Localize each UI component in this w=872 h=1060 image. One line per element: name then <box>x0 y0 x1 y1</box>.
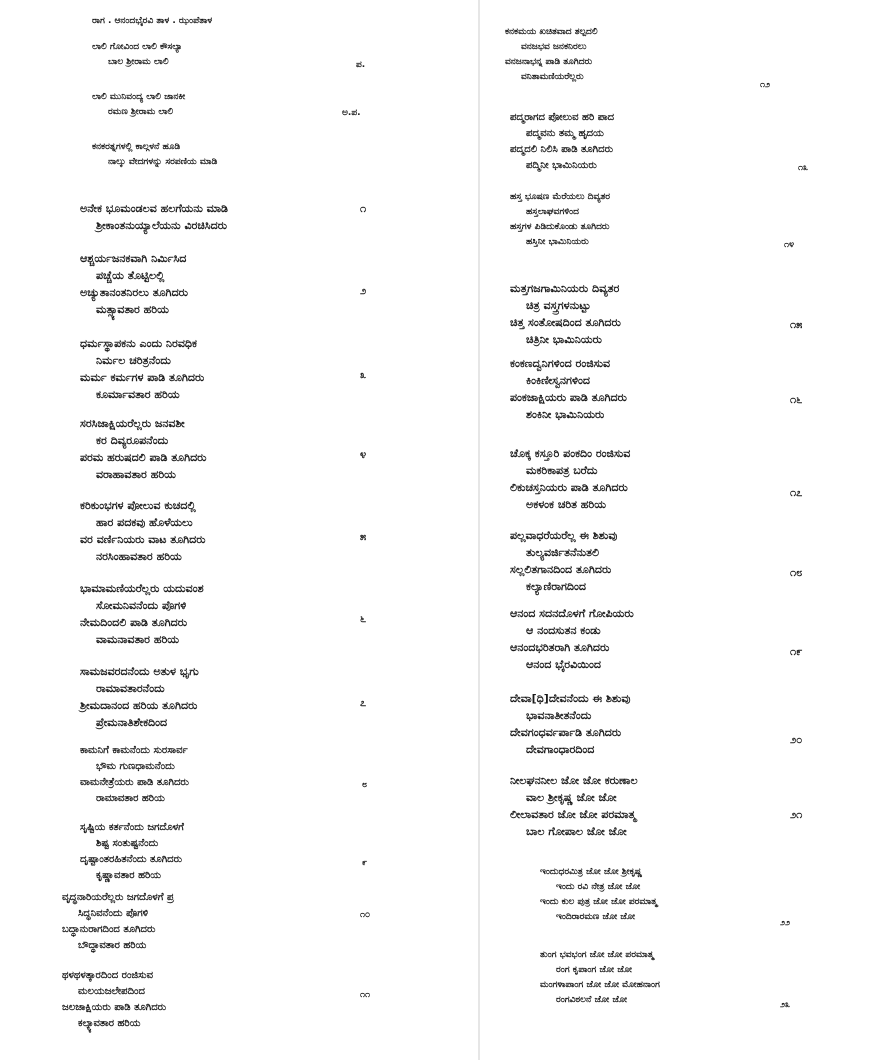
verse-line: ದೇವಗಾಂಧಾರದಿಂದ <box>526 743 595 756</box>
verse-line: ದೇವಾ[ಧಿ]ದೇವನೆಂದು ಈ ಶಿಶುವು <box>510 692 631 705</box>
verse-line: ಪಲ್ಲವಾಧರೆಯರೆಲ್ಲ ಈ ಶಿಶುವು <box>510 529 618 542</box>
stanza-number: ೧೦ <box>360 910 371 920</box>
verse-line: ರಮಣ ಶ್ರೀರಾಮ ಲಾಲಿ <box>108 107 174 117</box>
verse-line: ಬದ್ಧಾನುರಾಗದಿಂದ ತೂಗಿದರು <box>62 924 156 935</box>
verse-line: ಸೋಮನಿವನೆಂದು ಪೊಗಳಿ <box>96 599 187 612</box>
stanza-number: ೧ <box>360 202 367 215</box>
stanza-left-2 <box>92 90 185 120</box>
verse-line: ಪ್ರೇಮನಾತಿಶೇಕದಿಂದ <box>96 716 168 729</box>
verse-line: ಪರಮ ಹರುಷದಲಿ ಪಾಡಿ ತೂಗಿದರು <box>80 451 207 464</box>
verse-line: ಕಲ್ಕ್ಯಾವತಾರ ಹರಿಯ <box>78 1018 141 1029</box>
verse-line: ಸಲ್ಲಲಿತಗಾನದಿಂದ ತೂಗಿದರು <box>510 563 612 576</box>
verse-line: ರಂಗವಿಠಲನೆ ಜೋ ಜೋ <box>556 995 628 1005</box>
verse-line: ಆಶ್ಚರ್ಯಜನಕವಾಗಿ ನಿರ್ಮಿಸಿದ <box>80 252 187 265</box>
verse-line: ವನಜನಾಭನ್ನ ಪಾಡಿ ತೂಗಿದರು <box>505 57 593 67</box>
verse-line: ರಾಮಾವತಾರನೆಂದು <box>96 682 165 695</box>
stanza-number: ೧೪ <box>784 240 795 250</box>
verse-line: ಧರ್ಮಸ್ಥಾಪಕನು ಎಂದು ನಿರವಧಿಕ <box>80 337 197 350</box>
verse-line: ಬಾಲ ಗೋಪಾಲ ಜೋ ಜೋ <box>526 825 627 838</box>
verse-line: ಮರ್ಮ ಕರ್ಮಗಳ ಪಾಡಿ ತೂಗಿದರು <box>80 371 205 384</box>
stanza-right-6 <box>510 445 630 513</box>
verse-line: ಶ್ರೀಕಾಂತನುಯ್ಯಾಲೆಯನು ವಿರಚಿಸಿದರು <box>96 219 228 232</box>
verse-line: ಮತ್ಸ್ಯಾವತಾರ ಹರಿಯ <box>96 303 169 316</box>
verse-line: ಬೌದ್ಧಾವತಾರ ಹರಿಯ <box>78 940 147 951</box>
verse-line: ಚೊಕ್ಕ ಕಸ್ತೂರಿ ಪಂಕದಿಂ ರಂಜಿಸುವ <box>510 447 631 460</box>
verse-line: ವಾಲ ಶ್ರೀಕೃಷ್ಣ ಜೋ ಜೋ <box>526 791 617 804</box>
stanza-right-12 <box>540 948 660 1008</box>
stanza-left-8 <box>80 497 206 565</box>
verse-line: ಕೃಷ್ಣಾವತಾರ ಹರಿಯ <box>96 870 161 881</box>
verse-line: ಮಕರಿಕಾಪತ್ರ ಬರೆದು <box>526 464 598 477</box>
verse-line: ಚಿತ್ರಿನೀ ಭಾಮಿನಿಯರು <box>526 333 602 346</box>
verse-line: ಭೌಮ ಗುಣಧಾಮನೆಂದು <box>96 761 175 772</box>
verse-line: ಅನೇಕ ಭೂಮಂಡಲವ ಹಲಗೆಯನು ಮಾಡಿ <box>80 202 228 215</box>
verse-line: ವನಜಭವ ಜನಕನಿರಲು <box>521 42 587 52</box>
stanza-right-11 <box>540 865 657 925</box>
verse-line: ನಾಲ್ಕು ವೇದಗಳನ್ನು ಸರಪಣಿಯ ಮಾಡಿ <box>108 157 218 167</box>
verse-line: ಪದ್ಮವನು ತಮ್ಮ ಹೃದಯ <box>526 128 604 139</box>
verse-line: ದೇವಗಂಧರ್ವರ್ಪಾಡಿ ತೂಗಿದರು <box>510 726 622 739</box>
stanza-number: ೮ <box>362 780 368 790</box>
stanza-number: ೪ <box>360 448 367 461</box>
verse-line: ಭಾವನಾತೀತನೆಂದು <box>526 709 592 722</box>
verse-line: ಹಸ್ತಲಾಘವಗಳಿಂದ <box>526 207 579 217</box>
stanza-number: ೧೬ <box>790 393 803 406</box>
verse-line: ನೀಲಘನನೀಲ ಜೋ ಜೋ ಕರುಣಾಲ <box>510 774 638 787</box>
verse-line: ಮಂಗಳಾಪಾಂಗ ಜೋ ಜೋ ಮೋಹನಾಂಗ <box>540 980 660 990</box>
verse-line: ಪದ್ಮಿನೀ ಭಾಮಿನಿಯರು <box>526 160 597 171</box>
verse-line: ಹಸ್ತಗಳ ಪಿಡಿದುಕೊಂಡು ತೂಗಿದರು <box>510 222 610 232</box>
stanza-left-5 <box>80 250 188 318</box>
stanza-right-2 <box>510 110 614 174</box>
verse-line: ನಿರ್ಮಲ ಚರಿತ್ರನೆಂದು <box>96 354 171 367</box>
stanza-left-13 <box>62 890 174 954</box>
stanza-number: ೨೦ <box>790 733 803 746</box>
stanza-left-10 <box>80 663 199 731</box>
verse-line: ಸೃಷ್ಟಿಯ ಕರ್ತನೆಂದು ಜಗದೊಳಗೆ <box>80 822 184 833</box>
verse-line: ಕನಕಮಯ ಖಚಿತವಾದ ತಲ್ಪದಲಿ <box>505 27 598 37</box>
verse-line: ಇಂದುಧರಮಿತ್ರ ಜೋ ಜೋ ಶ್ರೀಕೃಷ್ಣ <box>540 867 643 877</box>
stanza-right-3 <box>510 190 610 250</box>
verse-line: ರಾಮಾವತಾರ ಹರಿಯ <box>96 793 165 804</box>
verse-line: ಲೀಲಾವತಾರ ಜೋ ಜೋ ಪರಮಾತ್ಮ <box>510 808 636 821</box>
verse-line: ಪದ್ಮರಾಗದ ಪೋಲುವ ಹರಿ ಪಾದ <box>510 112 615 123</box>
verse-line: ವರ ವರ್ಣಿನಿಯರು ವಾಟ ತೂಗಿದರು <box>80 533 206 546</box>
verse-line: ವರಾಹಾವತಾರ ಹರಿಯ <box>96 468 176 481</box>
verse-line: ಶಿಷ್ಟ ಸಂತುಷ್ಟನೆಂದು <box>96 838 159 849</box>
verse-line: ದೃಷ್ಟಾಂತರಹಿತನೆಂದು ತೂಗಿದರು <box>80 854 183 865</box>
verse-line: ಶಂಕಿನೀ ಭಾಮಿನಿಯರು <box>526 408 605 421</box>
verse-line: ಬಾಲ ಶ್ರೀರಾಮ ಲಾಲಿ <box>108 57 169 67</box>
verse-line: ಸಿದ್ಧನಿವನೆಂದು ಪೊಗಳಿ <box>78 908 149 919</box>
verse-line: ಲಾಲಿ ಮುನಿವಂದ್ಯ ಲಾಲಿ ಜಾನಕೀ <box>92 92 186 102</box>
verse-line: ಇಂದು ಕುಲ ಪುತ್ರ ಜೋ ಜೋ ಪರಮಾತ್ಮ <box>540 897 658 907</box>
verse-line: ಕಾಮನಿಗೆ ಕಾಮನೆಂದು ಸುರಸಾರ್ವ <box>80 745 188 756</box>
stanza-number: ೬ <box>360 612 367 625</box>
verse-line: ವನಿತಾಮಣಿಯರೆಲ್ಲರು <box>521 72 584 82</box>
verse-line: ಚಿತ್ರ ವಸ್ತ್ರಗಳನುಟ್ಟು <box>526 299 591 312</box>
verse-line: ತುಂಗ ಭವಭಂಗ ಜೋ ಜೋ ಪರಮಾತ್ಮ <box>540 950 654 960</box>
verse-line: ಜಲಜಾಕ್ಷಿಯರು ಪಾಡಿ ತೂಗಿದರು <box>62 1002 167 1013</box>
verse-line: ಹಸ್ತಿನೀ ಭಾಮಿನಿಯರು <box>526 237 589 247</box>
verse-line: ನರಸಿಂಹಾವತಾರ ಹರಿಯ <box>96 550 182 563</box>
stanza-number: ೧೯ <box>790 645 803 658</box>
stanza-number: ೨ <box>360 284 367 297</box>
verse-line: ಕನಕರತ್ನಗಳಲ್ಲಿ ಕಾಲ್ಗಳನೆ ಹೂಡಿ <box>92 142 181 152</box>
verse-line: ವಾಮನೇತ್ರೆಯರು ಪಾಡಿ ತೂಗಿದರು <box>80 777 189 788</box>
verse-line: ಅಕಳಂಕ ಚರಿತ ಹರಿಯ <box>526 498 607 511</box>
stanza-left-1 <box>92 40 182 70</box>
stanza-number: ೧೮ <box>790 566 803 579</box>
stanza-right-10 <box>510 772 638 840</box>
stanza-number: ೧೩ <box>798 163 809 173</box>
stanza-left-9 <box>80 580 204 648</box>
verse-line: ಚಿತ್ತ ಸಂತೋಷದಿಂದ ತೂಗಿದರು <box>510 316 621 329</box>
verse-line: ಪಂಕಜಾಕ್ಷಿಯರು ಪಾಡಿ ತೂಗಿದರು <box>510 391 627 404</box>
stanza-right-1 <box>505 25 598 85</box>
verse-line: ಸಾಮಜವರದನೆಂದು ಅತುಳ ಭೃಗು <box>80 665 199 678</box>
verse-line: ರಂಗ ಕೃಪಾಂಗ ಜೋ ಜೋ <box>556 965 632 975</box>
verse-line: ವಾಮನಾವತಾರ ಹರಿಯ <box>96 633 180 646</box>
stanza-number: ಅ.ಪ. <box>342 108 361 118</box>
verse-line: ಆನಂದಭರಿತರಾಗಿ ತೂಗಿದರು <box>510 641 610 654</box>
stanza-number: ೨೩ <box>780 1000 791 1010</box>
verse-line: ತುಲ್ಯವರ್ಜಿತನೆನುತಲಿ <box>526 546 599 559</box>
verse-line: ಹಸ್ತ ಭೂಷಣ ಮೆರೆಯಲು ದಿವ್ಯತರ <box>510 192 611 202</box>
verse-line: ನೇಮದಿಂದಲಿ ಪಾಡಿ ತೂಗಿದರು <box>80 616 188 629</box>
stanza-number: ೧೭ <box>790 486 803 499</box>
verse-line: ಲಾಲಿ ಗೋವಿಂದ ಲಾಲಿ ಕೌಸಲ್ಯಾ <box>92 42 183 52</box>
stanza-number: ೧೫ <box>790 318 803 331</box>
verse-line: ಕಿಂಕಿಣೀಸ್ವನಗಳಿಂದ <box>526 374 590 387</box>
stanza-number: ೯ <box>362 858 368 868</box>
verse-line: ವೃದ್ಧನಾರಿಯರೆಲ್ಲರು ಜಗದೊಳಗೆ ಪ್ರ <box>62 892 174 903</box>
verse-line: ಕರಿಕುಂಭಗಳ ಪೋಲುವ ಕುಚದಲ್ಲಿ <box>80 499 196 512</box>
stanza-left-7 <box>80 415 207 483</box>
stanza-number: ೨೨ <box>780 918 791 928</box>
stanza-number: ೩ <box>360 368 367 381</box>
stanza-number: ೨೧ <box>790 808 803 821</box>
stanza-left-6 <box>80 335 204 403</box>
stanza-right-4 <box>510 280 621 348</box>
verse-line: ಥಳಥಳತ್ಕಾರದಿಂದ ರಂಜಿಸುವ <box>62 970 154 981</box>
stanza-number: ೧೨ <box>760 80 771 90</box>
right-page <box>480 0 872 1060</box>
verse-line: ಕಲ್ಯಾಣಿರಾಗದಿಂದ <box>526 580 587 593</box>
verse-line: ಕರ ದಿವ್ಯರೂಪನೆಂದು <box>96 434 169 447</box>
verse-line: ಕೂರ್ಮಾವತಾರ ಹರಿಯ <box>96 388 180 401</box>
stanza-number: ೫ <box>360 530 367 543</box>
verse-line: ಕಂಕಣದ್ವನಿಗಳಿಂದ ರಂಜಿಸುವ <box>510 357 611 370</box>
verse-line: ಭಾಮಾಮಣಿಯರೆಲ್ಲರು ಯದುವಂಶ <box>80 582 204 595</box>
verse-line: ಆನಂದ ಸದನದೊಳಗೆ ಗೋಪಿಯರು <box>510 607 634 620</box>
stanza-number: ೧೧ <box>360 990 371 1000</box>
verse-line: ಶ್ರೀಮದಾನಂದ ಹರಿಯ ತೂಗಿದರು <box>80 699 198 712</box>
stanza-number: ಪ. <box>356 60 366 70</box>
verse-line: ಪಚ್ಚೆಯ ತೊಟ್ಟಿಲಲ್ಲಿ <box>96 269 165 282</box>
verse-line: ಆ ನಂದಸುತನ ಕಂಡು <box>526 624 601 637</box>
verse-line: ಅಚ್ಯುತಾನಂತನಿರಲು ತೂಗಿದರು <box>80 286 188 299</box>
stanza-left-3 <box>92 140 217 170</box>
stanza-right-7 <box>510 527 617 595</box>
stanza-right-5 <box>510 355 627 423</box>
verse-line: ಇಂದು ರವಿ ನೇತ್ರ ಜೋ ಜೋ <box>556 882 641 892</box>
stanza-left-11 <box>80 743 189 807</box>
verse-line: ಇಂದಿರಾರಮಣ ಜೋ ಜೋ <box>556 912 636 922</box>
raga-tala-header: ರಾಗ . ಆನಂದಭೈರವಿ ತಾಳ . ಝಂಪೆತಾಳ <box>92 16 213 26</box>
verse-line: ಮತ್ತಗಜಗಾಮಿನಿಯರು ದಿವ್ಯತರ <box>510 282 620 295</box>
stanza-number: ೭ <box>360 696 367 709</box>
stanza-left-12 <box>80 820 184 884</box>
verse-line: ಲಿಕುಚಸ್ತನಿಯರು ಪಾಡಿ ತೂಗಿದರು <box>510 481 628 494</box>
verse-line: ಮಲಯಜಲೇಪದಿಂದ <box>78 986 145 997</box>
stanza-right-9 <box>510 690 630 758</box>
stanza-right-8 <box>510 605 634 673</box>
verse-line: ಸರಸಿಜಾಕ್ಷಿಯರೆಲ್ಲರು ಜನವಶೀ <box>80 417 185 430</box>
verse-line: ಪದ್ಮದಲಿ ನಿಲಿಸಿ ಪಾಡಿ ತೂಗಿದರು <box>510 144 614 155</box>
stanza-left-4 <box>80 200 228 234</box>
verse-line: ಹಾರ ಪದಕವು ಹೊಳೆಯಲು <box>96 516 193 529</box>
verse-line: ಆನಂದ ಭೈರವಿಯಿಂದ <box>526 658 601 671</box>
stanza-left-14 <box>62 968 166 1032</box>
